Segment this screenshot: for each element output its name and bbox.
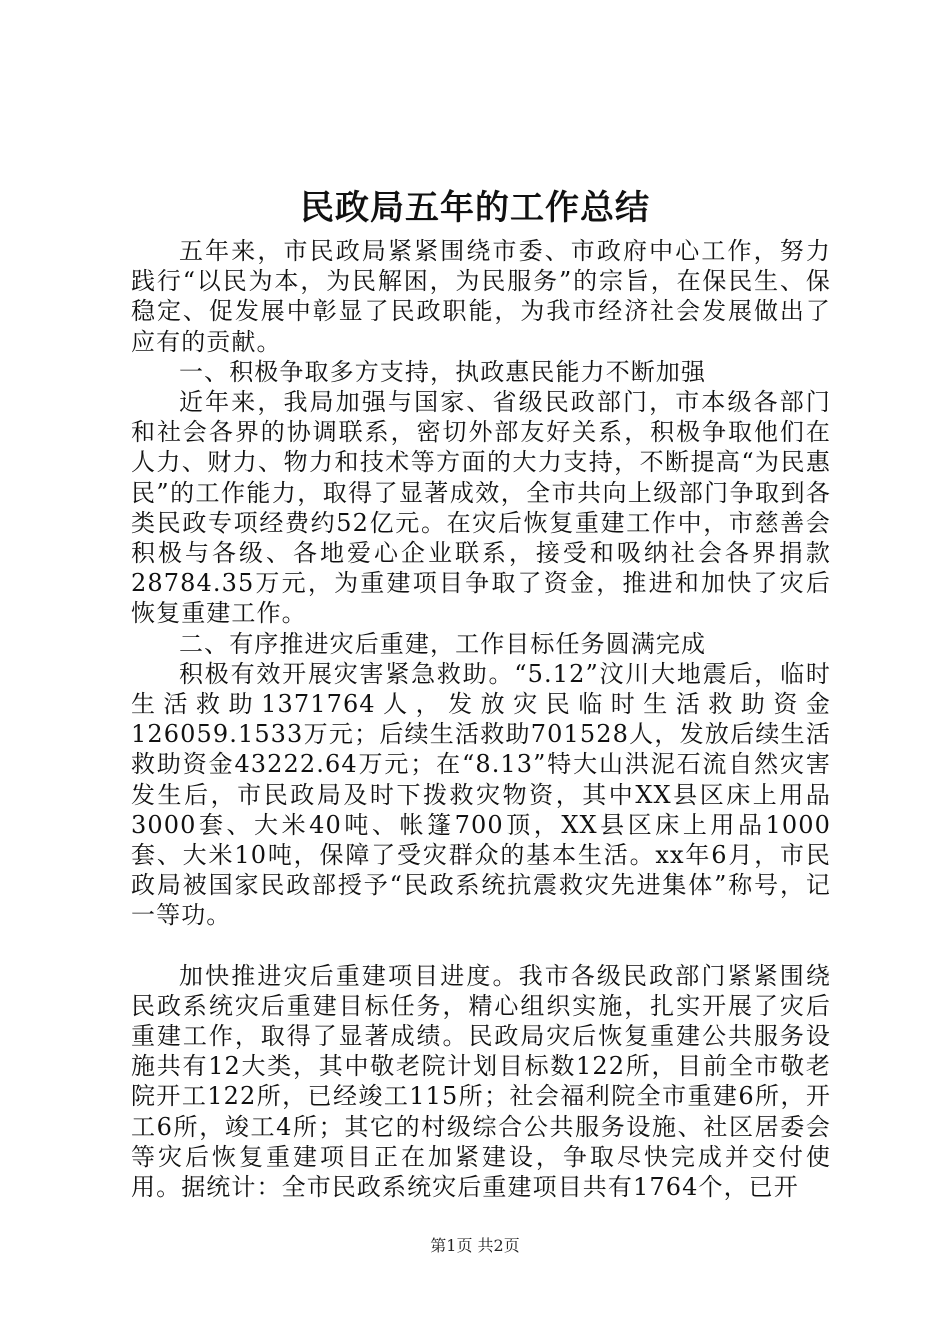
reconstruction-paragraph: 加快推进灾后重建项目进度。我市各级民政部门紧紧围绕民政系统灾后重建目标任务，精心组织实施，扎实开展了灾后重建工作，取得了显著成绩。民政局灾后恢复重建公共服务设施共有12大类，其中敬老院计划目标数122所，目前全市敬老院开工122所，已经竣工115所；社会福利院全市重建6所，开工6所，竣工4所；其它的村级综合公共服务设施、社区居委会等灾后恢复重建项目正在加紧建设，争取尽快完成并交付使用。据统计：全市民政系统灾后重建项目共有1764个，已开 bbox=[131, 961, 831, 1202]
intro-paragraph: 五年来，市民政局紧紧围绕市委、市政府中心工作，努力践行“以民为本，为民解困，为民服务”的宗旨，在保民生、保稳定、促发展中彰显了民政职能，为我市经济社会发展做出了应有的贡献。 bbox=[131, 237, 831, 356]
disaster-relief-paragraph: 积极有效开展灾害紧急救助。“5.12”汶川大地震后，临时生活救助1371764人，发放灾民临时生活救助资金126059.1533万元；后续生活救助701528人，发放后续生活救助资金43222.64万元；在“8.13”特大山洪泥石流自然灾害发生后，市民政局及时下拨救灾物资，其中XX县区床上用品3000套、大米40吨、帐篷700顶，XX县区床上用品1000套、大米10吨，保障了受灾群众的基本生活。xx年6月，市民政局被国家民政部授予“民政系统抗震救灾先进集体”称号，记一等功。 bbox=[131, 659, 831, 930]
document-title: 民政局五年的工作总结 bbox=[300, 188, 650, 228]
section-heading-2: 二、有序推进灾后重建，工作目标任务圆满完成 bbox=[179, 629, 707, 658]
section-heading-1: 一、积极争取多方支持，执政惠民能力不断加强 bbox=[179, 357, 707, 386]
page-number-footer: 第1页 共2页 bbox=[430, 1236, 520, 1255]
section-1-paragraph: 近年来，我局加强与国家、省级民政部门，市本级各部门和社会各界的协调联系，密切外部友好关系，积极争取他们在人力、财力、物力和技术等方面的大力支持，不断提高“为民惠民”的工作能力，取得了显著成效，全市共向上级部门争取到各类民政专项经费约52亿元。在灾后恢复重建工作中，市慈善会积极与各级、各地爱心企业联系，接受和吸纳社会各界捐款28784.35万元，为重建项目争取了资金，推进和加快了灾后恢复重建工作。 bbox=[131, 388, 831, 628]
document-body bbox=[131, 236, 831, 1202]
